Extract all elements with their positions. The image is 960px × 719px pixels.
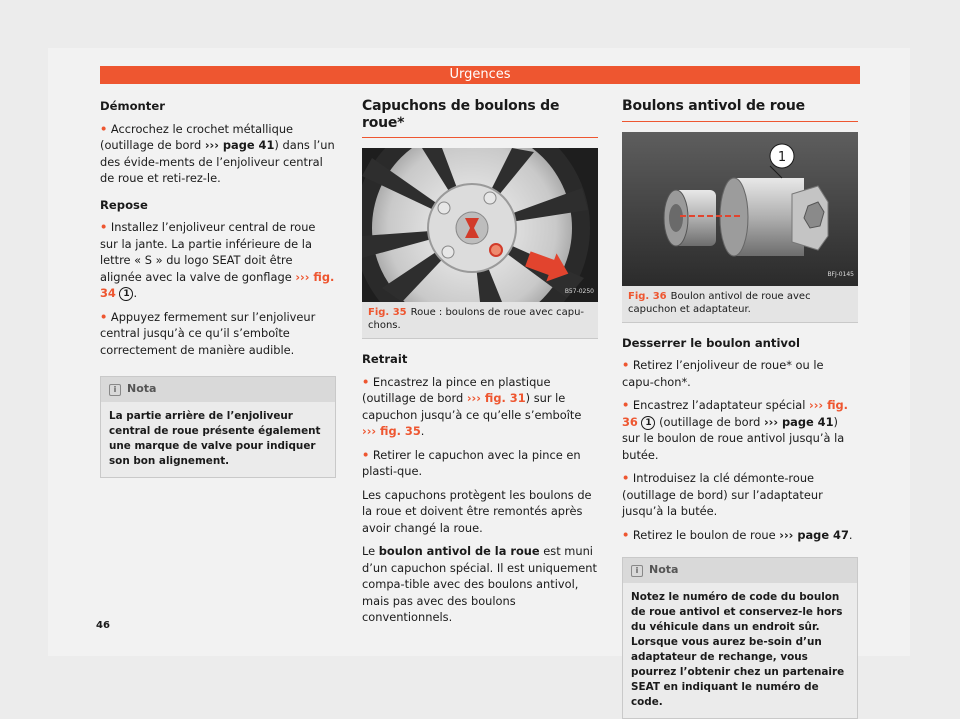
retrait-step-1: • Encastrez la pince en plastique (outillage de bord ››› fig. 31) sur le capuchon jusqu’à ce qu’elle s’emboîte ››› fig. 35. [362, 374, 582, 438]
wheel-illustration [362, 148, 598, 302]
bullet-icon: • [100, 220, 108, 234]
note-header: i Nota [623, 558, 857, 583]
column-left [100, 98, 336, 478]
figure-caption: Fig. 36 Boulon antivol de roue avec capuchon et adaptateur. [622, 286, 858, 323]
retrait-heading: Retrait [362, 352, 408, 366]
bullet-icon: • [100, 121, 108, 136]
lock-bolt-illustration [622, 132, 858, 286]
page-number: 46 [96, 620, 110, 631]
column-right [622, 98, 858, 719]
retrait-step-2: • Retirer le capuchon avec la pince en plasti-que. [362, 447, 581, 478]
section-title-capuchons: Capuchons de boulons de roue* [362, 98, 598, 138]
figure-link[interactable]: ››› fig. 31 [466, 391, 526, 405]
bullet-icon: • [622, 358, 630, 372]
figure-code: BFJ-0145 [827, 271, 854, 278]
repose-heading: Repose [100, 197, 148, 212]
figure-code: B57-0250 [564, 287, 594, 295]
body-paragraph-2: Le boulon antivol de la roue est muni d’un capuchon spécial. Il est uniquement compa-tible avec des boulons antivol, mais pas avec des boulons conventionnels. [362, 544, 597, 624]
page-link[interactable]: ››› page 41 [763, 414, 834, 429]
chapter-header: Urgences [100, 66, 860, 84]
bullet-icon: • [622, 527, 630, 542]
desserrer-step-1: • Retirez l’enjoliveur de roue* ou le capu-chon*. [622, 358, 824, 389]
bullet-icon: • [100, 309, 108, 324]
figure-36-lock-bolt [622, 132, 858, 286]
body-paragraph-1: Les capuchons protègent les boulons de la roue et doivent être remontés après avoir changé la roue. [362, 487, 592, 535]
demonter-step: • Accrochez le crochet métallique (outillage de bord ››› page 41) dans l’un des évide-ments de l’enjoliveur central de roue et reti-rez-le. [100, 121, 335, 185]
bullet-icon: • [622, 398, 630, 412]
figure-link[interactable]: ››› fig. 34 [100, 269, 335, 300]
callout-number: 1 [641, 416, 655, 430]
bullet-icon: • [362, 374, 370, 389]
callout-number: 1 [119, 287, 133, 301]
note-text: Notez le numéro de code du boulon de roue antivol et conservez-le hors du véhicule dans un endroit sûr. Lorsque vous aurez be-soin d’un adaptateur de rechange, vous pourrez l’obtenir chez un partenaire SEAT en indiquant le numéro de code. [631, 590, 845, 708]
note-box [622, 557, 858, 719]
repose-step-1: • Installez l’enjoliveur central de roue sur la jante. La partie inférieure de la lettre « S » du logo SEAT doit être alignée avec la valve de gonflage ››› fig. 34 1 . [100, 220, 335, 300]
repose-step-2: • Appuyez fermement sur l’enjoliveur central jusqu’à ce qu’il s’emboîte correctement de manière audible. [100, 309, 316, 357]
desserrer-heading: Desserrer le boulon antivol [622, 335, 800, 350]
page-link[interactable]: ››› page 47 [779, 527, 849, 542]
note-box [100, 376, 336, 478]
figure-callout-number: 1 [777, 149, 787, 165]
bullet-icon: • [362, 447, 370, 462]
desserrer-step-3: • Introduisez la clé démonte-roue (outillage de bord) sur l’adaptateur jusqu’à la butée. [622, 471, 823, 518]
bullet-icon: • [622, 471, 630, 485]
column-middle [362, 98, 598, 633]
info-icon: i [109, 384, 121, 396]
note-header: i Nota [101, 377, 335, 402]
figure-link[interactable]: ››› fig. 36 [622, 398, 849, 429]
desserrer-step-4: • Retirez le boulon de roue ››› page 47. [622, 527, 853, 542]
page-link[interactable]: ››› page 41 [204, 138, 275, 152]
figure-caption: Fig. 35 Roue : boulons de roue avec capu-chons. [362, 302, 598, 339]
info-icon: i [631, 565, 643, 577]
desserrer-step-2: • Encastrez l’adaptateur spécial ››› fig. 36 1 (outillage de bord ››› page 41) sur le boulon de roue antivol jusqu’à la butée. [622, 398, 849, 462]
figure-link[interactable]: ››› fig. 35 [362, 424, 421, 438]
figure-35-wheel [362, 148, 598, 302]
note-text: La partie arrière de l’enjoliveur central de roue présente également une marque de valve pour indiquer son bon alignement. [109, 409, 321, 467]
section-title-antivol: Boulons antivol de roue [622, 98, 858, 122]
demonter-heading: Démonter [100, 99, 165, 113]
